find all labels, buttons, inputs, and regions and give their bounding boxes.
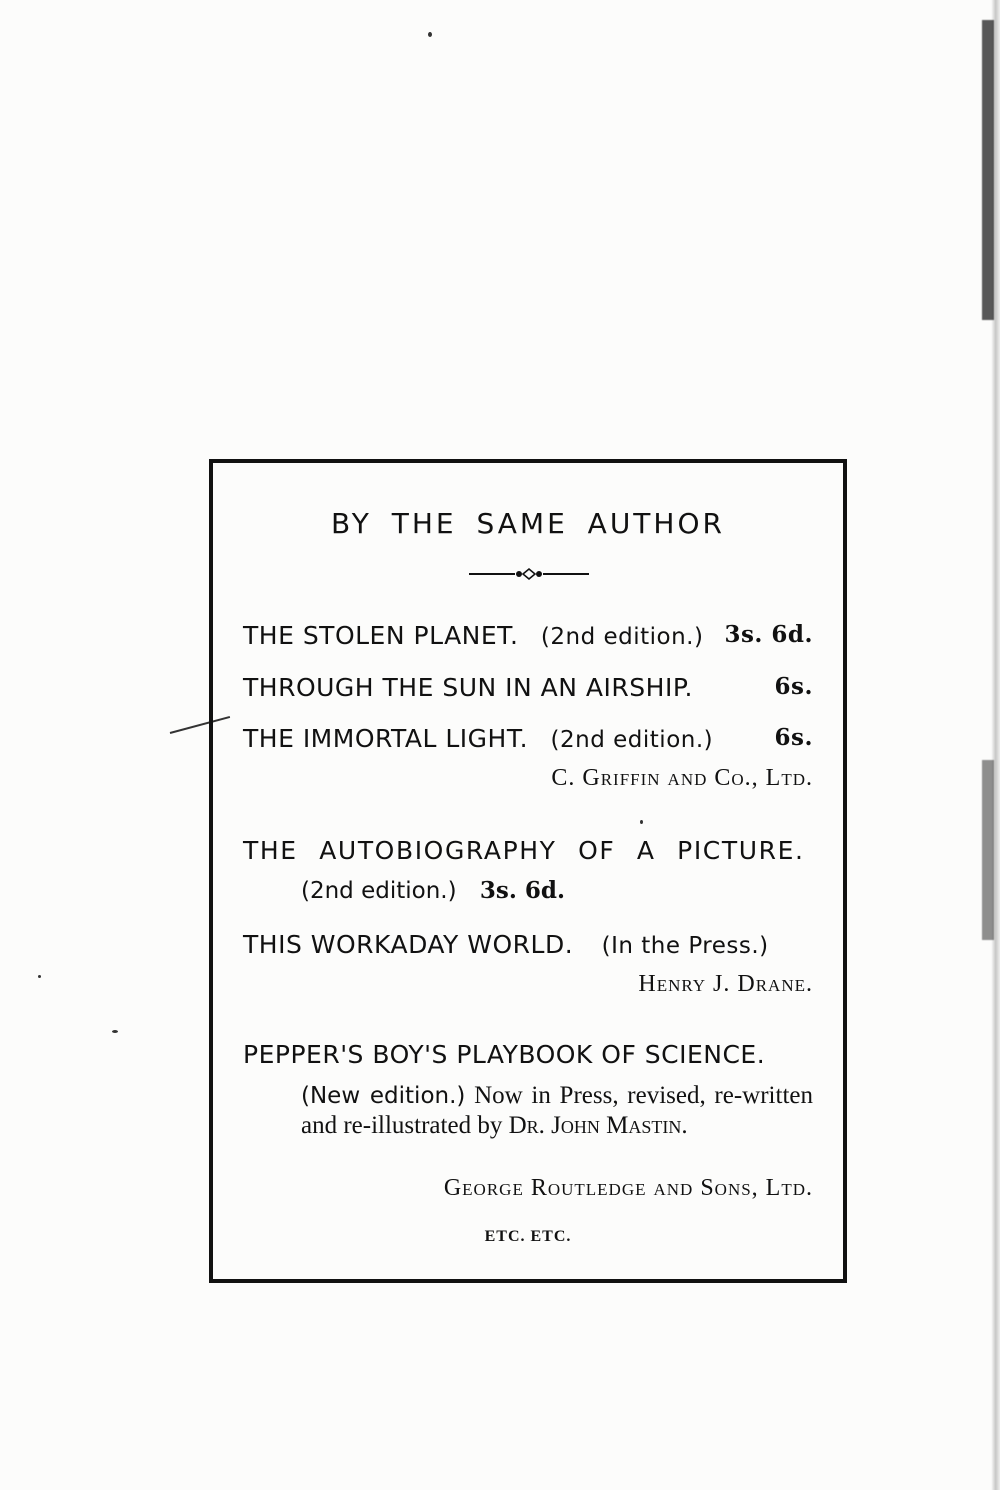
book-price: 6s. [774, 724, 813, 751]
etc-footer: ETC. ETC. [484, 1228, 572, 1245]
book-title: THE AUTOBIOGRAPHY OF A PICTURE. [243, 836, 805, 865]
book-price: 6s. [774, 673, 813, 700]
advert-box [209, 459, 847, 1283]
book-entry [243, 724, 813, 753]
book-entry [243, 1040, 813, 1069]
book-title: PEPPER'S BOY'S PLAYBOOK OF SCIENCE. [243, 1040, 766, 1069]
publisher-name: George Routledge and Sons, Ltd. [443, 1175, 813, 1201]
ink-speck [38, 975, 41, 978]
book-title: THROUGH THE SUN IN AN AIRSHIP. [243, 673, 693, 702]
ink-speck [112, 1030, 118, 1033]
description-text: Now in Press, revised, re-written and re-illustrated by [301, 1082, 813, 1139]
book-entry [243, 930, 813, 959]
edition-note: (2nd edition.) [550, 727, 714, 753]
edition-note: (2nd edition.) [540, 624, 704, 650]
book-price: 3s. 6d. [479, 877, 565, 904]
book-entry [243, 621, 813, 650]
edition-note: (New edition.) [301, 1083, 466, 1109]
book-price: 3s. 6d. [724, 621, 813, 648]
publisher-name: C. Griffin and Co., Ltd. [551, 765, 813, 791]
description-paragraph [301, 1081, 813, 1141]
reviser-name: Dr. John Mastin. [508, 1112, 688, 1139]
book-title: THE IMMORTAL LIGHT. [243, 724, 529, 753]
ornament-divider-icon [469, 563, 589, 585]
book-entry [243, 836, 813, 865]
book-title: THE STOLEN PLANET. [243, 621, 519, 650]
advert-content [243, 463, 813, 1279]
author-publisher-name: Henry J. Drane. [638, 971, 813, 997]
advert-heading: BY THE SAME AUTHOR [331, 507, 725, 540]
book-description [243, 1081, 813, 1181]
book-entry-details [301, 877, 565, 904]
edition-note: (2nd edition.) [301, 878, 457, 904]
press-note: (In the Press.) [601, 933, 769, 959]
book-title: THIS WORKADAY WORLD. [243, 930, 574, 959]
scan-edge-mark [982, 760, 994, 940]
ink-speck [428, 32, 432, 37]
scan-edge-mark [982, 20, 994, 320]
book-entry [243, 673, 813, 702]
